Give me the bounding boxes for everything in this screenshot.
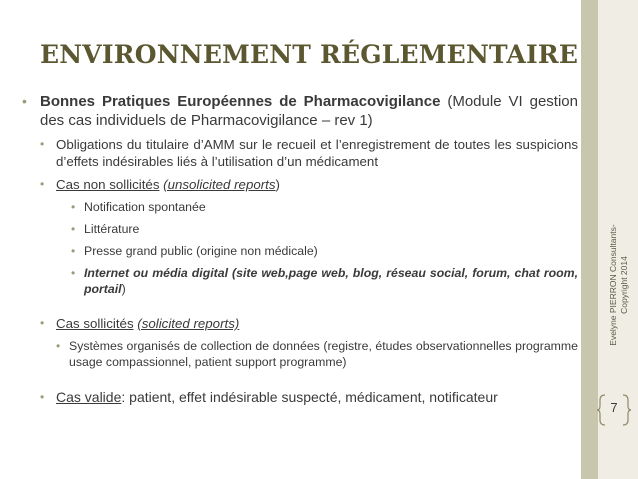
bullet-marker: • [71, 266, 76, 280]
bullet-marker: • [40, 137, 45, 151]
obligations-text: Obligations du titulaire d’AMM sur le recueil et l’enregistrement de toutes les suspicions d’effets indésirables liés à l’utilisation d’un médicament [56, 137, 578, 169]
copyright-line-1: Evelyne PIERRON Consultants- [608, 224, 618, 346]
bullet-marker: • [40, 177, 45, 191]
bullet-marker: • [40, 316, 45, 330]
unsolicited-reports-label: (unsolicited reports [163, 177, 276, 192]
bullet-marker: • [40, 390, 45, 404]
systemes-text: Systèmes organisés de collection de données (registre, études observationnelles programme usage compassionnel, patient support programme) [69, 339, 578, 369]
bullet-obligations [40, 136, 578, 170]
sub-bullet-notification [71, 199, 578, 215]
cas-non-sollicites-label: Cas non sollicités [56, 177, 160, 192]
sub-bullet-systemes [56, 338, 578, 370]
bpp-title: Bonnes Pratiques Européennes de Pharmacovigilance [40, 93, 441, 110]
sub-bullet-internet: • Internet ou média digital (site web,page web, blog, réseau social, forum, chat room, portail) [71, 266, 578, 296]
page-number-value: 7 [610, 400, 618, 415]
bullet-marker: • [71, 222, 76, 236]
presse-text: Presse grand public (origine non médicale) [84, 244, 318, 258]
bpp-module: (Module VI gestion des cas individuels de Pharmacovigilance – rev 1) [40, 93, 578, 129]
page-number [597, 393, 631, 427]
cas-sollicites-label: Cas sollicités [56, 316, 134, 331]
bullet-marker: • [71, 244, 76, 258]
copyright-note [604, 205, 634, 365]
bullet-cas-sollicites [40, 315, 578, 332]
spacer [22, 376, 578, 388]
internet-text: Internet ou média digital (site web,page web, blog, réseau social, forum, chat room, portail [84, 266, 578, 296]
bullet-marker: • [71, 200, 76, 214]
solicited-reports-label: (solicited reports) [137, 316, 240, 331]
cas-valide-label: Cas valide [56, 389, 122, 405]
slide-content [22, 92, 578, 412]
bullet-marker: • [22, 93, 27, 109]
sub-bullet-litterature [71, 221, 578, 237]
notification-text: Notification spontanée [84, 200, 206, 214]
bullet-bpp [22, 92, 578, 130]
litterature-text: Littérature [84, 222, 140, 236]
copyright-line-2: Copyright 2014 [619, 256, 629, 314]
sub-bullet-presse [71, 243, 578, 259]
cas-valide-text: : patient, effet indésirable suspecté, médicament, notificateur [121, 389, 498, 405]
spacer [22, 303, 578, 315]
slide-title: ENVIRONNEMENT RÉGLEMENTAIRE [40, 40, 579, 69]
sidebar-stripe [581, 0, 598, 479]
bullet-cas-non-sollicites: • Cas non sollicités (unsolicited reports) [40, 177, 280, 192]
bullet-marker: • [56, 339, 61, 353]
bullet-cas-valide [40, 388, 578, 406]
